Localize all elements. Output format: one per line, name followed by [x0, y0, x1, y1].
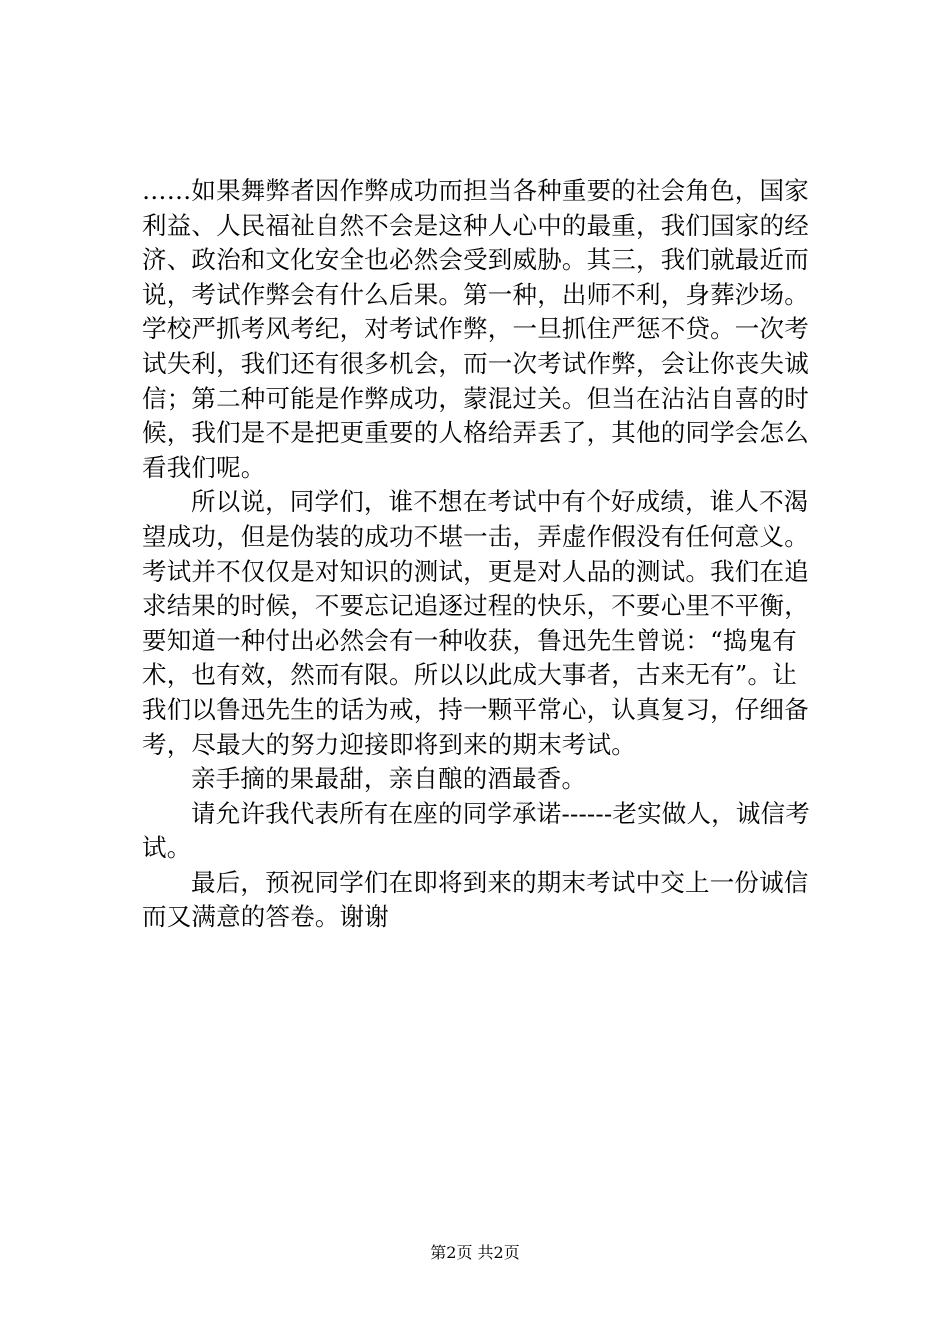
text-line: 请允许我代表所有在座的同学承诺------老实做人，诚信考 — [191, 798, 810, 828]
text-line: 亲手摘的果最甜，亲自酿的酒最香。 — [191, 764, 587, 794]
paragraph-5 — [142, 866, 832, 935]
body-text — [142, 174, 832, 935]
text-line: 考，尽最大的努力迎接即将到来的期末考试。 — [142, 729, 636, 759]
text-line: 求结果的时候，不要忘记追逐过程的快乐，不要心里不平衡， — [142, 591, 809, 621]
text-line: 最后，预祝同学们在即将到来的期末考试中交上一份诚信 — [191, 867, 809, 897]
text-line: 望成功，但是伪装的成功不堪一击，弄虚作假没有任何意义。 — [142, 521, 809, 551]
text-line: ……如果舞弊者因作弊成功而担当各种重要的社会角色，国家 — [142, 176, 809, 205]
paragraph-1 — [142, 174, 832, 485]
paragraph-4 — [142, 797, 832, 866]
text-line: 学校严抓考风考纪，对考试作弊，一旦抓住严惩不贷。一次考 — [142, 314, 809, 344]
text-line: 试失利，我们还有很多机会，而一次考试作弊，会让你丧失诚 — [142, 348, 809, 378]
text-line: 看我们呢。 — [142, 452, 266, 482]
text-line: 试。 — [142, 833, 192, 863]
text-line: 说，考试作弊会有什么后果。第一种，出师不利，身葬沙场。 — [142, 279, 809, 309]
text-line: 术，也有效，然而有限。所以以此成大事者，古来无有”。让 — [142, 660, 797, 690]
text-line: 济、政治和文化安全也必然会受到威胁。其三，我们就最近而 — [142, 245, 809, 275]
page-number-footer: 第2页 共2页 — [430, 1243, 520, 1262]
text-line: 所以说，同学们，谁不想在考试中有个好成绩，谁人不渴 — [191, 487, 809, 517]
text-line: 要知道一种付出必然会有一种收获，鲁迅先生曾说：“捣鬼有 — [142, 625, 797, 655]
paragraph-2 — [142, 485, 832, 762]
text-line: 而又满意的答卷。谢谢 — [142, 902, 389, 932]
text-line: 利益、人民福祉自然不会是这种人心中的最重，我们国家的经 — [142, 210, 809, 240]
text-line: 候，我们是不是把更重要的人格给弄丢了，其他的同学会怎么 — [142, 418, 809, 448]
text-line: 我们以鲁迅先生的话为戒，持一颗平常心，认真复习，仔细备 — [142, 694, 809, 724]
paragraph-3 — [142, 762, 832, 797]
text-line: 信；第二种可能是作弊成功，蒙混过关。但当在沾沾自喜的时 — [142, 383, 809, 413]
text-line: 考试并不仅仅是对知识的测试，更是对人品的测试。我们在追 — [142, 556, 809, 586]
